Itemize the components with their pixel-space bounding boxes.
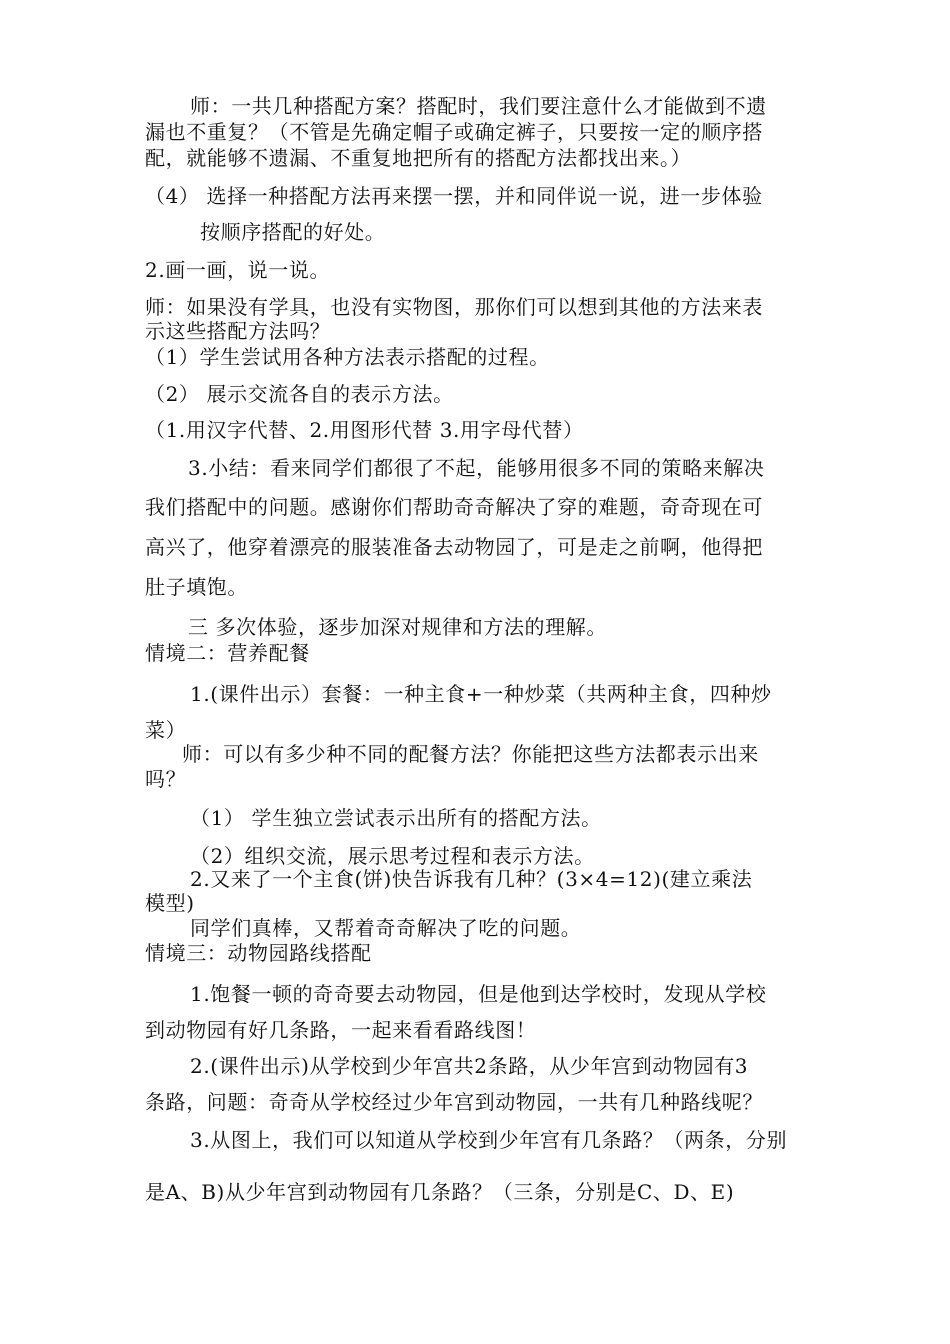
paragraph-line: 菜） (145, 718, 187, 742)
section-heading: 情境三：动物园路线搭配 (145, 941, 372, 965)
section-heading: 2.画一画，说一说。 (145, 258, 331, 282)
section-heading: 情境二：营养配餐 (145, 641, 310, 665)
paragraph-line: 模型) (145, 891, 195, 915)
paragraph-line: 漏也不重复？（不管是先确定帽子或确定裤子，只要按一定的顺序搭 (145, 120, 763, 144)
paragraph-line: 到动物园有好几条路，一起来看看路线图！ (145, 1018, 537, 1042)
paragraph-line: （1）学生尝试用各种方法表示搭配的过程。 (145, 345, 550, 369)
paragraph-line: 示这些搭配方法吗？ (145, 319, 331, 343)
paragraph-line: （1） 学生独立尝试表示出所有的搭配方法。 (190, 806, 602, 830)
paragraph-line: 师：如果没有学具，也没有实物图，那你们可以想到其他的方法来表 (145, 295, 763, 319)
paragraph-line: 1.饱餐一顿的奇奇要去动物园，但是他到达学校时，发现从学校 (190, 982, 767, 1006)
paragraph-line: 是A、B)从少年宫到动物园有几条路？（三条，分别是C、D、E) (145, 1180, 735, 1204)
paragraph-line: （1.用汉字代替、2.用图形代替 3.用字母代替） (145, 418, 584, 442)
paragraph-line: 3.从图上，我们可以知道从学校到少年宫有几条路？（两条，分别 (190, 1128, 788, 1152)
paragraph-line: 同学们真棒，又帮着奇奇解决了吃的问题。 (190, 916, 582, 940)
section-heading: 三 多次体验，逐步加深对规律和方法的理解。 (188, 615, 607, 639)
paragraph-line: 吗？ (145, 767, 187, 791)
paragraph-line: 2.(课件出示)从学校到少年宫共2条路，从少年宫到动物园有3 (190, 1054, 749, 1078)
paragraph-line: 3.小结：看来同学们都很了不起，能够用很多不同的策略来解决 (188, 456, 765, 480)
paragraph-line: （2）组织交流，展示思考过程和表示方法。 (190, 844, 595, 868)
paragraph-line: 2.又来了一个主食(饼)快告诉我有几种？(3×4=12)(建立乘法 (190, 867, 753, 891)
paragraph-line: 高兴了，他穿着漂亮的服装准备去动物园了，可是走之前啊，他得把 (145, 535, 763, 559)
paragraph-line: 师：可以有多少种不同的配餐方法？你能把这些方法都表示出来 (182, 742, 759, 766)
paragraph-line: 师：一共几种搭配方案？搭配时，我们要注意什么才能做到不遗 (190, 94, 767, 118)
paragraph-line: 条路，问题：奇奇从学校经过少年宫到动物园，一共有几种路线呢？ (145, 1090, 763, 1114)
paragraph-line: （2） 展示交流各自的表示方法。 (145, 382, 454, 406)
paragraph-line: 配，就能够不遗漏、不重复地把所有的搭配方法都找出来。） (145, 146, 692, 170)
paragraph-line: 1.(课件出示）套餐：一种主食+一种炒菜（共两种主食，四种炒 (190, 682, 772, 706)
paragraph-line: 肚子填饱。 (145, 575, 248, 599)
paragraph-line: 按顺序搭配的好处。 (200, 220, 386, 244)
paragraph-line: 我们搭配中的问题。感谢你们帮助奇奇解决了穿的难题，奇奇现在可 (145, 495, 763, 519)
paragraph-line: （4） 选择一种搭配方法再来摆一摆，并和同伴说一说，进一步体验 (145, 184, 763, 208)
